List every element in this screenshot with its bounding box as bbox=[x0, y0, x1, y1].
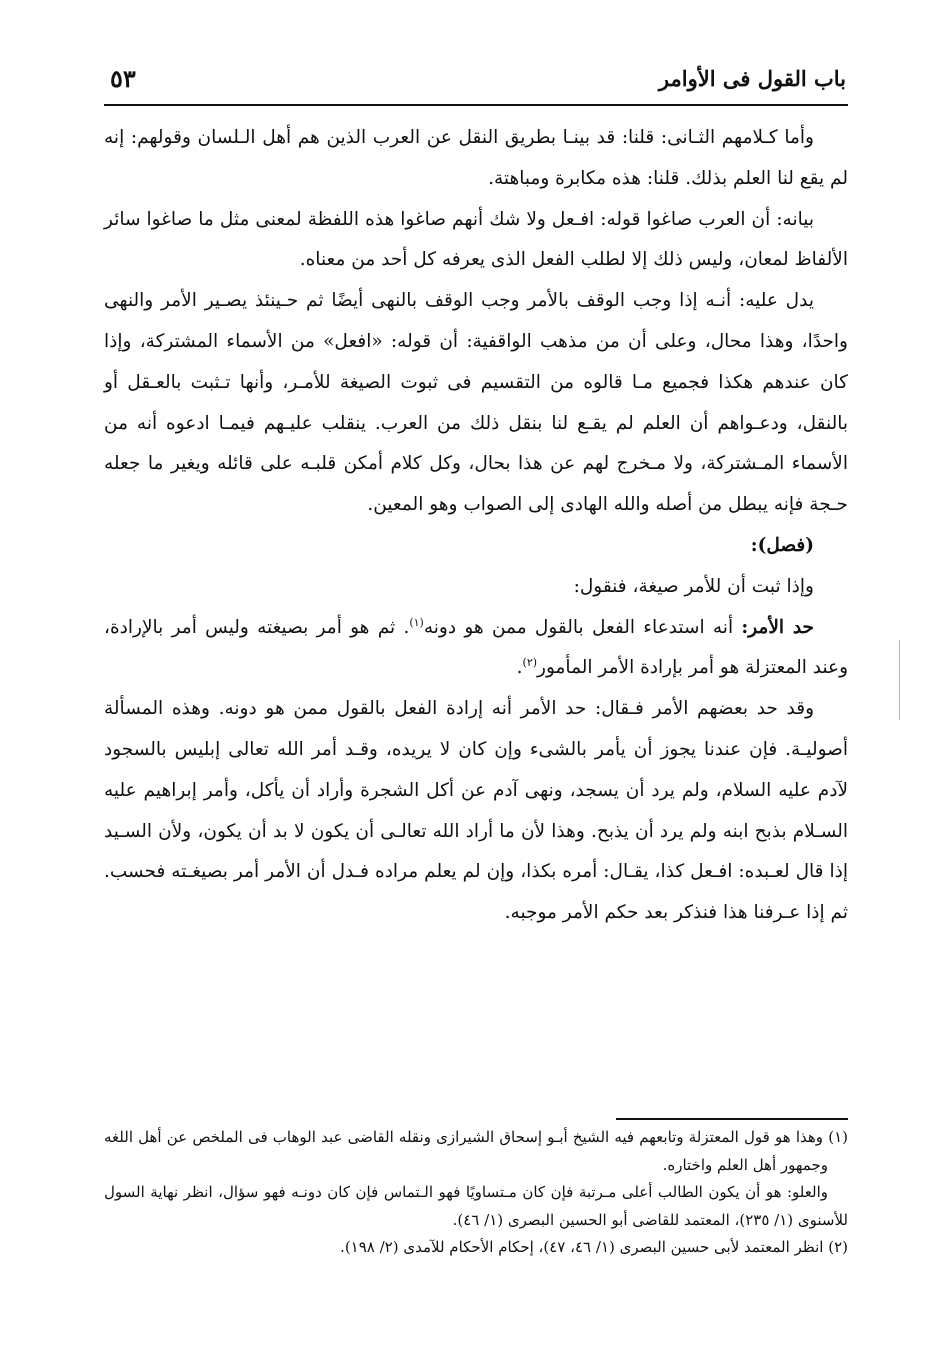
paragraph: وإذا ثبت أن للأمر صيغة، فنقول: bbox=[573, 575, 814, 597]
paragraph-text: . bbox=[516, 657, 523, 679]
footnote: (١) وهذا هو قول المعتزلة وتابعهم فيه الشيخ أبـو إسحاق الشيرازى ونقله القاضى عبد الوهاب فى الملخص عن أهل اللغه وجمهور أهل العلم واختاره. bbox=[104, 1128, 848, 1174]
page-number: ٥٣ bbox=[110, 64, 136, 93]
header-rule bbox=[104, 104, 848, 106]
margin-mark bbox=[899, 640, 900, 720]
paragraph: وقد حد بعضهم الأمر فـقال: حد الأمر أنه إرادة الفعل بالقول ممن هو دونه. وهذه المسألة أصوليـة. فإن عندنا يجوز أن يأمر بالشىء وإن كان لا يريده، وقـد أمر الله تعالى إبليس بالسجود لآدم عليه السلام، ولم يرد أن يسجد، ونهى آدم عن أكل الشجرة وأراد أن يأكل، وأمر إبراهيم عليه السـلام بذبح ابنه ولم يرد أن يذبح. وهذا لأن ما أراد الله تعالـى أن يكون لا بد أن يكون، ولأن السـيد إذا قال لعـبده: افـعل كذا، يقـال: أمره بكذا، وإن لم يعلم مراده فـدل أن الأمر أمر بصيغـته فحسب. ثم إذا عـرفنا هذا فنذكر بعد حكم الأمر موجبه. bbox=[104, 698, 848, 924]
page-header bbox=[106, 52, 846, 96]
footnote-rule bbox=[616, 1118, 848, 1120]
definition-term: حد الأمر: bbox=[741, 616, 814, 638]
footnote: (٢) انظر المعتمد لأبى حسين البصرى (١/ ٤٦، ٤٧)، إحكام الأحكام للآمدى (٢/ ١٩٨). bbox=[340, 1238, 848, 1256]
paragraph-text: . ثم هو أمر بصيغته وليس أمر بالإرادة، وعند المعتزلة هو أمر بإرادة الأمر المأمور bbox=[104, 616, 848, 679]
footnote-marker: (١) bbox=[409, 615, 424, 629]
paragraph: وأما كـلامهم الثـانى: قلنا: قد بينـا بطريق النقل عن العرب الذين هم أهل الـلسان وقولهم: إنه لم يقع لنا العلم بذلك. قلنا: هذه مكابرة ومباهتة. bbox=[104, 127, 848, 189]
footnotes bbox=[104, 1124, 848, 1262]
paragraph: يدل عليه: أنـه إذا وجب الوقف بالأمر وجب الوقف بالنهى أيضًا ثم حـينئذ يصـير الأمر والنهى واحدًا، وهذا محال، وعلى أن من مذهب الواقفية: أن قوله: «افعل» من الأسماء المشتركة، وإذا كان عندهم هكذا فجميع مـا قالوه من التقسيم فى ثبوت الصيغة للأمـر، وأنها تـثبت بالعـقل أو بالنقل، ودعـواهم أن العلم لم يقـع لنا بنقل ذلك من العرب. ينقلب عليـهم فيمـا ادعوه أنه من الأسماء المـشتركة، ولا مـخرج لهم عن هذا بحال، وكل كلام أمكن قلبـه على قائله ويغير ما جعله حـجة فإنه يبطل من أصله والله الهادى إلى الصواب وهو المعين. bbox=[104, 290, 848, 516]
footnote-marker: (٢) bbox=[522, 656, 538, 670]
section-heading: (فصل): bbox=[750, 534, 814, 556]
paragraph: بيانه: أن العرب صاغوا قوله: افـعل ولا شك أنهم صاغوا هذه اللفظة لمعنى مثل ما صاغوا سائر الألفاظ لمعان، وليس ذلك إلا لطلب الفعل الذى يعرفه كل أحد من معناه. bbox=[104, 208, 848, 271]
main-text bbox=[104, 118, 848, 934]
running-title: باب القول فى الأوامر bbox=[658, 66, 846, 91]
paragraph bbox=[104, 608, 848, 690]
paragraph-text: أنه استدعاء الفعل بالقول ممن هو دونه bbox=[423, 616, 734, 638]
footnote: والعلو: هو أن يكون الطالب أعلى مـرتبة فإن كان مـتساويًا فهو الـتماس فإن كان دونـه فهو سؤال، انظر نهاية السول للأسنوى (١/ ٢٣٥)، المعتمد للقاضى أبو الحسين البصرى (١/ ٤٦). bbox=[104, 1183, 848, 1229]
